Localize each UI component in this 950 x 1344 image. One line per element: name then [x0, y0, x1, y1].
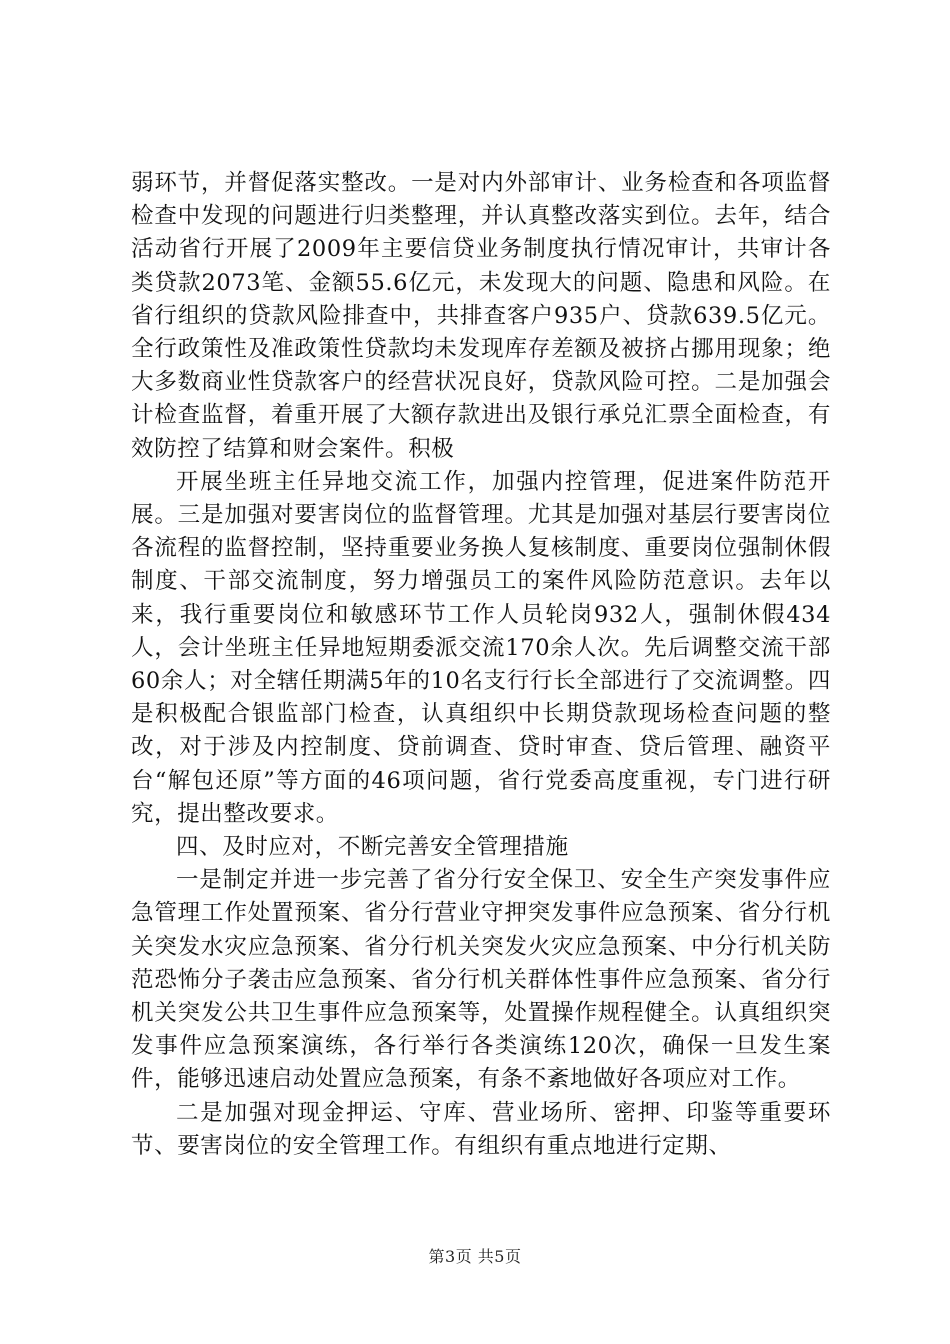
section-heading-4: 四、及时应对，不断完善安全管理措施 [176, 834, 569, 861]
document-body [131, 167, 831, 1163]
paragraph-2: 开展坐班主任异地交流工作，加强内控管理，促进案件防范开展。三是加强对要害岗位的监督管理。尤其是加强对基层行要害岗位各流程的监督控制，坚持重要业务换人复核制度、重要岗位强制休假制度、干部交流制度，努力增强员工的案件风险防范意识。去年以来，我行重要岗位和敏感环节工作人员轮岗932人，强制休假434人，会计坐班主任异地短期委派交流170余人次。先后调整交流干部60余人；对全辖任期满5年的10名支行行长全部进行了交流调整。四是积极配合银监部门检查，认真组织中长期贷款现场检查问题的整改，对于涉及内控制度、贷前调查、贷时审查、贷后管理、融资平台“解包还原”等方面的46项问题，省行党委高度重视，专门进行研究，提出整改要求。 [131, 468, 831, 827]
paragraph-1: 弱环节，并督促落实整改。一是对内外部审计、业务检查和各项监督检查中发现的问题进行归类整理，并认真整改落实到位。去年，结合活动省行开展了2009年主要信贷业务制度执行情况审计，共审计各类贷款2073笔、金额55.6亿元，未发现大的问题、隐患和风险。在省行组织的贷款风险排查中，共排查客户935户、贷款639.5亿元。全行政策性及准政策性贷款均未发现库存差额及被挤占挪用现象；绝大多数商业性贷款客户的经营状况良好，贷款风险可控。二是加强会计检查监督，着重开展了大额存款进出及银行承兑汇票全面检查，有效防控了结算和财会案件。积极 [131, 170, 831, 462]
page-footer: 第3页 共5页 [428, 1247, 522, 1266]
paragraph-4: 二是加强对现金押运、守库、营业场所、密押、印鉴等重要环节、要害岗位的安全管理工作。有组织有重点地进行定期、 [131, 1099, 831, 1159]
paragraph-3: 一是制定并进一步完善了省分行安全保卫、安全生产突发事件应急管理工作处置预案、省分行营业守押突发事件应急预案、省分行机关突发水灾应急预案、省分行机关突发火灾应急预案、中分行机关防范恐怖分子袭击应急预案、省分行机关群体性事件应急预案、省分行机关突发公共卫生事件应急预案等，处置操作规程健全。认真组织突发事件应急预案演练，各行举行各类演练120次，确保一旦发生案件，能够迅速启动处置应急预案，有条不紊地做好各项应对工作。 [131, 867, 831, 1093]
